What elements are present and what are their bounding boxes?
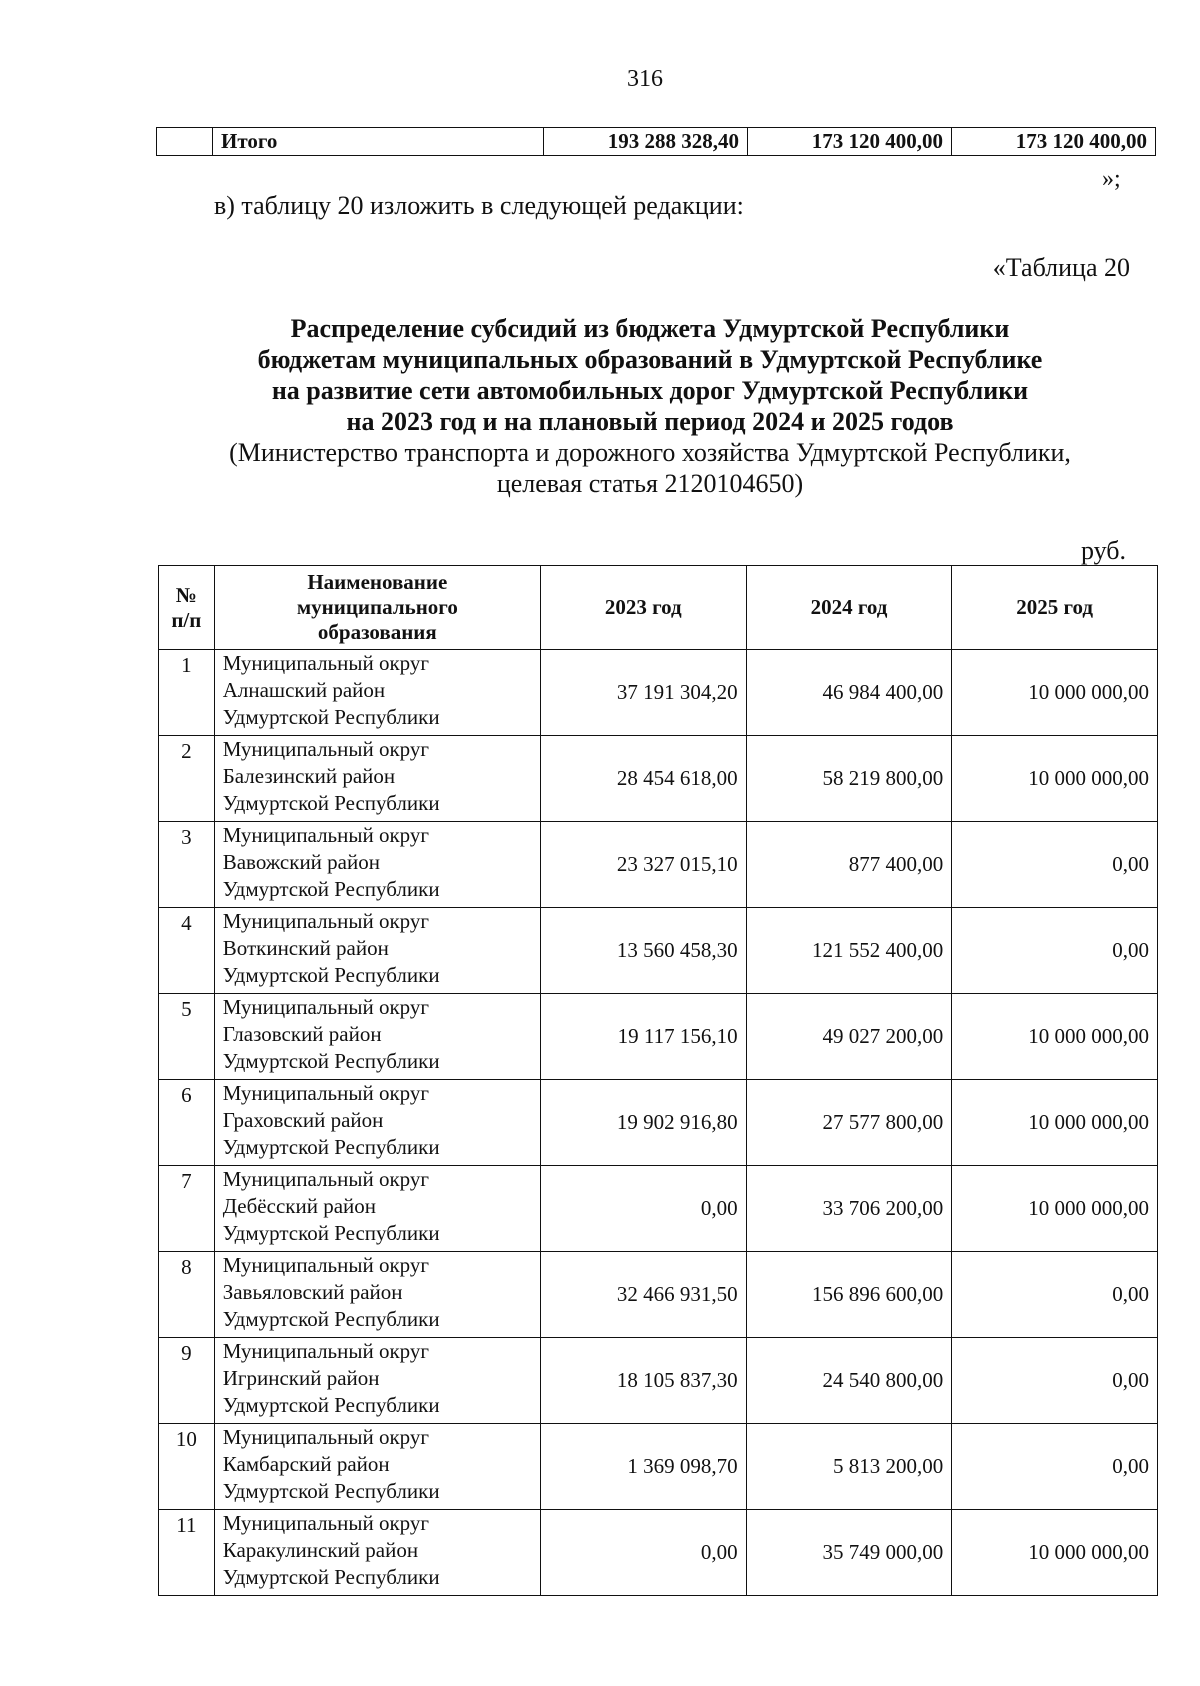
row-2023: 28 454 618,00 — [540, 736, 746, 822]
row-2024: 35 749 000,00 — [746, 1510, 952, 1596]
row-name-line-2: Вавожский район — [222, 850, 380, 874]
table-row — [159, 736, 1158, 822]
row-name-line-2: Балезинский район — [222, 764, 396, 788]
header-name-line-1: Наименование — [307, 570, 448, 594]
row-2024: 156 896 600,00 — [746, 1252, 952, 1338]
row-name-line-3: Удмуртской Республики — [222, 705, 440, 729]
table-label: «Таблица 20 — [992, 253, 1130, 282]
row-name-line-3: Удмуртской Республики — [222, 791, 440, 815]
row-2023: 0,00 — [540, 1510, 746, 1596]
row-2025: 0,00 — [952, 822, 1158, 908]
itogo-num-cell — [157, 128, 213, 156]
title-line-3: на развитие сети автомобильных дорог Удмуртской Республики — [271, 376, 1029, 405]
table-row — [159, 1338, 1158, 1424]
row-name-line-3: Удмуртской Республики — [222, 1049, 440, 1073]
subsidy-table — [158, 565, 1158, 1596]
row-name — [214, 1166, 540, 1252]
title-line-2: бюджетам муниципальных образований в Удмуртской Республике — [257, 345, 1043, 374]
header-2025: 2025 год — [952, 566, 1158, 650]
subtitle-line-2: целевая статья 2120104650) — [496, 469, 804, 498]
row-2025: 0,00 — [952, 1424, 1158, 1510]
row-2023: 32 466 931,50 — [540, 1252, 746, 1338]
row-2024: 27 577 800,00 — [746, 1080, 952, 1166]
row-2025: 0,00 — [952, 1338, 1158, 1424]
row-name-line-2: Воткинский район — [222, 936, 389, 960]
subtitle-line-1: (Министерство транспорта и дорожного хозяйства Удмуртской Республики, — [229, 438, 1071, 467]
closing-quote: »; — [1102, 166, 1121, 192]
row-name-line-2: Дебёсский район — [222, 1194, 376, 1218]
row-name-line-3: Удмуртской Республики — [222, 1393, 440, 1417]
table-row — [159, 1424, 1158, 1510]
table-row — [159, 822, 1158, 908]
table-row — [159, 1252, 1158, 1338]
row-name — [214, 736, 540, 822]
row-name-line-3: Удмуртской Республики — [222, 1135, 440, 1159]
row-2025: 0,00 — [952, 1252, 1158, 1338]
table-row — [159, 908, 1158, 994]
row-2024: 24 540 800,00 — [746, 1338, 952, 1424]
row-name-line-2: Алнашский район — [222, 678, 386, 702]
row-name-line-1: Муниципальный округ — [222, 1511, 429, 1535]
row-2023: 18 105 837,30 — [540, 1338, 746, 1424]
row-name-line-3: Удмуртской Республики — [222, 1307, 440, 1331]
row-name-line-2: Камбарский район — [222, 1452, 390, 1476]
table-row — [159, 1510, 1158, 1596]
currency-unit: руб. — [1080, 536, 1126, 565]
row-2025: 10 000 000,00 — [952, 650, 1158, 736]
title-line-1: Распределение субсидий из бюджета Удмуртской Республики — [290, 314, 1010, 343]
instruction-text: в) таблицу 20 изложить в следующей редакции: — [214, 191, 744, 220]
row-name-line-2: Игринский район — [222, 1366, 380, 1390]
row-name — [214, 1510, 540, 1596]
row-name-line-1: Муниципальный округ — [222, 909, 429, 933]
itogo-table — [156, 127, 1156, 156]
row-name — [214, 1424, 540, 1510]
table-row — [159, 1166, 1158, 1252]
header-2024: 2024 год — [746, 566, 952, 650]
row-name — [214, 1338, 540, 1424]
row-2025: 10 000 000,00 — [952, 1080, 1158, 1166]
row-name — [214, 650, 540, 736]
row-name-line-2: Граховский район — [222, 1108, 384, 1132]
table-row — [159, 650, 1158, 736]
row-num: 10 — [159, 1424, 215, 1510]
table-row — [159, 1080, 1158, 1166]
header-num — [159, 566, 215, 650]
row-name-line-1: Муниципальный округ — [222, 1425, 429, 1449]
row-name-line-1: Муниципальный округ — [222, 651, 429, 675]
row-name-line-1: Муниципальный округ — [222, 1081, 429, 1105]
row-name-line-2: Глазовский район — [222, 1022, 382, 1046]
row-name — [214, 1080, 540, 1166]
row-2025: 10 000 000,00 — [952, 1166, 1158, 1252]
row-num: 2 — [159, 736, 215, 822]
header-num-line-2: п/п — [171, 607, 202, 632]
row-name-line-1: Муниципальный округ — [222, 1167, 429, 1191]
row-name — [214, 1252, 540, 1338]
row-name-line-3: Удмуртской Республики — [222, 1565, 440, 1589]
row-name-line-3: Удмуртской Республики — [222, 963, 440, 987]
row-name-line-3: Удмуртской Республики — [222, 1221, 440, 1245]
row-num: 4 — [159, 908, 215, 994]
row-name — [214, 908, 540, 994]
header-name-line-3: образования — [317, 620, 437, 644]
row-num: 11 — [159, 1510, 215, 1596]
row-num: 7 — [159, 1166, 215, 1252]
row-2023: 37 191 304,20 — [540, 650, 746, 736]
row-2023: 19 117 156,10 — [540, 994, 746, 1080]
row-num: 1 — [159, 650, 215, 736]
itogo-2025: 173 120 400,00 — [952, 128, 1156, 156]
itogo-label: Итого — [213, 128, 544, 156]
page-number: 316 — [627, 66, 663, 92]
row-2024: 877 400,00 — [746, 822, 952, 908]
row-name-line-3: Удмуртской Республики — [222, 877, 440, 901]
row-name-line-1: Муниципальный округ — [222, 1253, 429, 1277]
row-name-line-3: Удмуртской Республики — [222, 1479, 440, 1503]
itogo-2023: 193 288 328,40 — [544, 128, 748, 156]
row-2024: 46 984 400,00 — [746, 650, 952, 736]
itogo-2024: 173 120 400,00 — [748, 128, 952, 156]
row-2025: 10 000 000,00 — [952, 1510, 1158, 1596]
itogo-row — [157, 128, 1156, 156]
header-num-line-1: № — [175, 582, 197, 607]
row-num: 5 — [159, 994, 215, 1080]
row-name-line-1: Муниципальный округ — [222, 995, 429, 1019]
row-num: 3 — [159, 822, 215, 908]
row-2023: 23 327 015,10 — [540, 822, 746, 908]
row-name-line-2: Завьяловский район — [222, 1280, 403, 1304]
header-name-line-2: муниципального — [296, 595, 458, 619]
row-name-line-2: Каракулинский район — [222, 1538, 419, 1562]
row-name — [214, 994, 540, 1080]
row-2023: 13 560 458,30 — [540, 908, 746, 994]
table-row — [159, 994, 1158, 1080]
row-2024: 58 219 800,00 — [746, 736, 952, 822]
header-name — [214, 566, 540, 650]
row-name-line-1: Муниципальный округ — [222, 823, 429, 847]
header-row — [159, 566, 1158, 650]
row-name-line-1: Муниципальный округ — [222, 737, 429, 761]
row-2023: 0,00 — [540, 1166, 746, 1252]
table-title — [140, 313, 1160, 499]
row-num: 8 — [159, 1252, 215, 1338]
row-2024: 33 706 200,00 — [746, 1166, 952, 1252]
row-2024: 49 027 200,00 — [746, 994, 952, 1080]
title-line-4: на 2023 год и на плановый период 2024 и 2025 годов — [346, 407, 954, 436]
row-2025: 0,00 — [952, 908, 1158, 994]
header-2023: 2023 год — [540, 566, 746, 650]
row-2024: 121 552 400,00 — [746, 908, 952, 994]
row-2023: 19 902 916,80 — [540, 1080, 746, 1166]
row-2025: 10 000 000,00 — [952, 994, 1158, 1080]
row-name — [214, 822, 540, 908]
row-num: 9 — [159, 1338, 215, 1424]
row-num: 6 — [159, 1080, 215, 1166]
row-2023: 1 369 098,70 — [540, 1424, 746, 1510]
row-2025: 10 000 000,00 — [952, 736, 1158, 822]
row-2024: 5 813 200,00 — [746, 1424, 952, 1510]
row-name-line-1: Муниципальный округ — [222, 1339, 429, 1363]
